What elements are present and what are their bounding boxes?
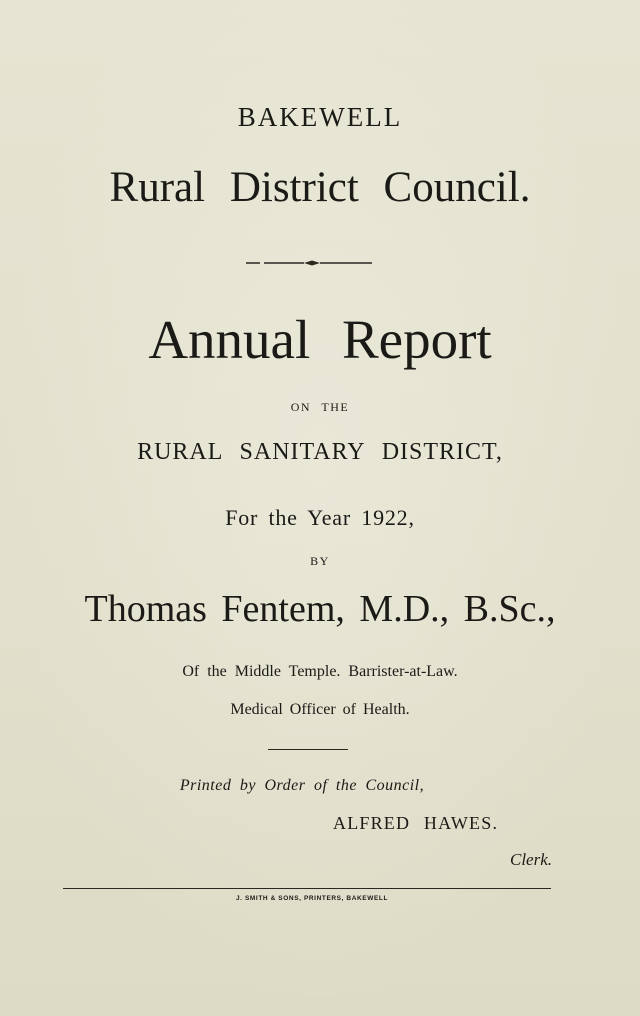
printer-imprint: J. SMITH & SONS, PRINTERS, BAKEWELL: [235, 895, 389, 902]
author-affiliation: Of the Middle Temple. Barrister-at-Law.: [182, 663, 458, 680]
signer-name: ALFRED HAWES.: [333, 813, 499, 833]
report-title: Annual Report: [148, 309, 492, 370]
author-role: Medical Officer of Health.: [230, 701, 410, 718]
short-rule-divider: [268, 749, 348, 750]
report-year: For the Year 1922,: [225, 505, 415, 530]
council-name: Rural District Council.: [109, 164, 531, 211]
on-the-label: ON THE: [290, 400, 350, 414]
author-name: Thomas Fentem, M.D., B.Sc.,: [84, 588, 556, 630]
council-location: BAKEWELL: [237, 102, 403, 132]
by-label: BY: [310, 554, 330, 568]
footer-rule-divider: [63, 888, 551, 889]
printed-by-order: Printed by Order of the Council,: [179, 777, 425, 794]
ornament-divider: [246, 257, 372, 269]
signer-title: Clerk.: [510, 850, 553, 869]
district-name: RURAL SANITARY DISTRICT,: [137, 439, 503, 465]
